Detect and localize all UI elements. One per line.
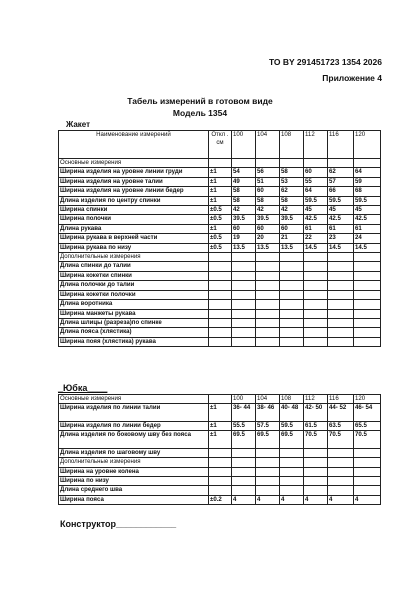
value-cell xyxy=(328,253,354,262)
value-cell xyxy=(280,253,304,262)
table-row xyxy=(59,300,381,309)
value-cell: 36- 44 xyxy=(232,404,256,422)
value-cell xyxy=(280,262,304,271)
value-cell: 62 xyxy=(328,168,354,177)
tolerance-cell xyxy=(209,467,232,476)
tolerance-cell: ±0.5 xyxy=(209,234,232,243)
tolerance-cell xyxy=(209,477,232,486)
value-cell: 70.5 xyxy=(354,431,381,449)
value-cell: 51 xyxy=(256,177,280,186)
document-title: Табель измерений в готовом виде xyxy=(127,96,273,106)
value-cell: 55 xyxy=(304,177,328,186)
value-cell xyxy=(256,448,280,457)
tolerance-cell xyxy=(209,262,232,271)
value-cell xyxy=(280,337,304,346)
value-cell: 42- 50 xyxy=(304,404,328,422)
constructor-signature-line: Конструктор____________ xyxy=(60,519,177,529)
header-size-cell: 120 xyxy=(354,131,381,159)
value-cell: 21 xyxy=(280,234,304,243)
measurement-name-cell: Ширина манжеты рукава xyxy=(59,309,209,318)
value-cell: 100 xyxy=(232,395,256,404)
value-cell: 65.5 xyxy=(354,421,381,430)
value-cell: 59.5 xyxy=(354,196,381,205)
value-cell xyxy=(256,477,280,486)
measurement-name-cell: Ширина кокетки спинки xyxy=(59,271,209,280)
table-row xyxy=(59,215,381,224)
value-cell xyxy=(304,309,328,318)
table-row xyxy=(59,187,381,196)
value-cell xyxy=(232,271,256,280)
value-cell xyxy=(354,448,381,457)
value-cell xyxy=(354,271,381,280)
value-cell: 61 xyxy=(354,224,381,233)
table-row xyxy=(59,431,381,449)
measurement-name-cell: Основные измерения xyxy=(59,159,209,168)
value-cell: 60 xyxy=(232,224,256,233)
table-row xyxy=(59,421,381,430)
value-cell xyxy=(304,486,328,495)
header-size-cell: 116 xyxy=(328,131,354,159)
value-cell: 45 xyxy=(304,206,328,215)
jacket-measurements-table xyxy=(58,130,381,347)
value-cell xyxy=(354,290,381,299)
value-cell xyxy=(232,458,256,467)
value-cell: 14.5 xyxy=(328,243,354,252)
tolerance-cell xyxy=(209,337,232,346)
value-cell xyxy=(354,159,381,168)
table-row xyxy=(59,271,381,280)
measurement-name-cell: Длина изделия по боковому шву без пояса xyxy=(59,431,209,449)
value-cell: 63.5 xyxy=(328,421,354,430)
value-cell: 59 xyxy=(354,177,381,186)
value-cell: 116 xyxy=(328,395,354,404)
value-cell: 70.5 xyxy=(304,431,328,449)
table-row xyxy=(59,458,381,467)
value-cell: 45 xyxy=(354,206,381,215)
measurement-name-cell: Длина рукава xyxy=(59,224,209,233)
value-cell: 68 xyxy=(354,187,381,196)
table-header-row xyxy=(59,131,381,159)
jacket-section-label: Жакет xyxy=(66,120,91,129)
value-cell xyxy=(328,300,354,309)
value-cell xyxy=(280,467,304,476)
measurement-name-cell: Длина изделия по центру спинки xyxy=(59,196,209,205)
tolerance-cell: ±0.5 xyxy=(209,206,232,215)
header-tolerance-cell: Откл . см xyxy=(209,131,232,159)
value-cell: 42.5 xyxy=(304,215,328,224)
table-row xyxy=(59,177,381,186)
value-cell xyxy=(354,309,381,318)
measurement-name-cell: Основные измерения xyxy=(59,395,209,404)
value-cell xyxy=(304,253,328,262)
value-cell: 59.5 xyxy=(328,196,354,205)
value-cell xyxy=(304,448,328,457)
value-cell: 4 xyxy=(304,495,328,504)
value-cell xyxy=(232,337,256,346)
value-cell: 69.5 xyxy=(280,431,304,449)
value-cell xyxy=(232,477,256,486)
value-cell xyxy=(328,262,354,271)
value-cell xyxy=(354,486,381,495)
value-cell xyxy=(304,318,328,327)
value-cell: 69.5 xyxy=(232,431,256,449)
tolerance-cell xyxy=(209,309,232,318)
skirt-section-label: _Юбка____ xyxy=(58,383,108,393)
tolerance-cell: ±0.2 xyxy=(209,495,232,504)
table-row xyxy=(59,309,381,318)
tolerance-cell: ±0.5 xyxy=(209,243,232,252)
value-cell: 13.5 xyxy=(232,243,256,252)
value-cell xyxy=(304,300,328,309)
value-cell xyxy=(280,300,304,309)
value-cell: 4 xyxy=(232,495,256,504)
measurement-name-cell: Ширина изделия на уровне линии бедер xyxy=(59,187,209,196)
value-cell: 69.5 xyxy=(256,431,280,449)
value-cell: 49 xyxy=(232,177,256,186)
value-cell xyxy=(256,337,280,346)
measurement-name-cell: Ширина пояса xyxy=(59,495,209,504)
value-cell: 54 xyxy=(232,168,256,177)
tolerance-cell: ±1 xyxy=(209,421,232,430)
value-cell xyxy=(256,290,280,299)
tolerance-cell: ±0.5 xyxy=(209,215,232,224)
value-cell xyxy=(232,290,256,299)
value-cell: 14.5 xyxy=(354,243,381,252)
value-cell xyxy=(328,467,354,476)
table-row xyxy=(59,262,381,271)
measurement-name-cell: Ширина пояя (хлястика) рукава xyxy=(59,337,209,346)
value-cell xyxy=(232,159,256,168)
value-cell xyxy=(280,458,304,467)
value-cell xyxy=(328,477,354,486)
value-cell xyxy=(328,337,354,346)
tolerance-cell xyxy=(209,395,232,404)
tolerance-cell: ±1 xyxy=(209,404,232,422)
tolerance-cell: ±1 xyxy=(209,168,232,177)
value-cell xyxy=(280,318,304,327)
table-row xyxy=(59,395,381,404)
value-cell xyxy=(354,337,381,346)
value-cell xyxy=(354,458,381,467)
tolerance-cell: ±1 xyxy=(209,177,232,186)
value-cell xyxy=(256,262,280,271)
value-cell: 58 xyxy=(256,196,280,205)
header-size-cell: 100 xyxy=(232,131,256,159)
value-cell: 64 xyxy=(354,168,381,177)
tolerance-cell xyxy=(209,458,232,467)
tolerance-cell xyxy=(209,300,232,309)
measurement-name-cell: Ширина по низу xyxy=(59,477,209,486)
tolerance-cell xyxy=(209,318,232,327)
tu-number: ТО BY 291451723 1354 2026 xyxy=(268,57,382,67)
value-cell: 55.5 xyxy=(232,421,256,430)
value-cell: 39.5 xyxy=(256,215,280,224)
measurement-name-cell: Длина изделия по шаговому шву xyxy=(59,448,209,457)
value-cell xyxy=(328,448,354,457)
value-cell: 58 xyxy=(280,196,304,205)
value-cell xyxy=(328,328,354,337)
table-row xyxy=(59,168,381,177)
table-row xyxy=(59,253,381,262)
value-cell xyxy=(304,458,328,467)
tolerance-cell: ±1 xyxy=(209,431,232,449)
table-row xyxy=(59,477,381,486)
tolerance-cell xyxy=(209,159,232,168)
measurement-name-cell: Ширина изделия по линии талии xyxy=(59,404,209,422)
header-size-cell: 104 xyxy=(256,131,280,159)
value-cell xyxy=(328,281,354,290)
value-cell: 42 xyxy=(232,206,256,215)
value-cell: 60 xyxy=(304,168,328,177)
tolerance-cell xyxy=(209,290,232,299)
value-cell xyxy=(232,328,256,337)
tolerance-cell xyxy=(209,328,232,337)
tolerance-cell xyxy=(209,281,232,290)
value-cell xyxy=(328,458,354,467)
value-cell xyxy=(232,281,256,290)
measurement-name-cell: Длина шлицы (разреза)по спинке xyxy=(59,318,209,327)
value-cell xyxy=(232,300,256,309)
value-cell xyxy=(256,281,280,290)
value-cell xyxy=(280,159,304,168)
header-size-cell: 112 xyxy=(304,131,328,159)
value-cell: 39.5 xyxy=(232,215,256,224)
value-cell: 4 xyxy=(256,495,280,504)
value-cell: 42.5 xyxy=(328,215,354,224)
value-cell xyxy=(232,253,256,262)
value-cell: 108 xyxy=(280,395,304,404)
value-cell: 64 xyxy=(304,187,328,196)
value-cell xyxy=(354,328,381,337)
value-cell xyxy=(304,337,328,346)
value-cell: 42.5 xyxy=(354,215,381,224)
value-cell xyxy=(304,328,328,337)
tolerance-cell xyxy=(209,448,232,457)
table-row xyxy=(59,318,381,327)
value-cell xyxy=(280,309,304,318)
table-row xyxy=(59,159,381,168)
value-cell: 4 xyxy=(354,495,381,504)
value-cell: 4 xyxy=(280,495,304,504)
value-cell: 22 xyxy=(304,234,328,243)
measurement-name-cell: Ширина изделия на уровне линии груди xyxy=(59,168,209,177)
table-row xyxy=(59,281,381,290)
value-cell xyxy=(280,477,304,486)
value-cell xyxy=(354,477,381,486)
value-cell xyxy=(280,290,304,299)
value-cell: 53 xyxy=(280,177,304,186)
value-cell xyxy=(354,300,381,309)
value-cell xyxy=(232,467,256,476)
value-cell: 42 xyxy=(280,206,304,215)
header-size-cell: 108 xyxy=(280,131,304,159)
value-cell: 4 xyxy=(328,495,354,504)
measurement-name-cell: Длина полочки до талии xyxy=(59,281,209,290)
measurement-name-cell: Ширина спинки xyxy=(59,206,209,215)
value-cell: 57 xyxy=(328,177,354,186)
value-cell xyxy=(280,281,304,290)
value-cell: 13.5 xyxy=(280,243,304,252)
measurement-name-cell: Длина воротника xyxy=(59,300,209,309)
table-row xyxy=(59,486,381,495)
value-cell xyxy=(256,328,280,337)
value-cell xyxy=(304,159,328,168)
value-cell: 60 xyxy=(256,224,280,233)
table-row xyxy=(59,467,381,476)
value-cell: 70.5 xyxy=(328,431,354,449)
value-cell xyxy=(328,318,354,327)
value-cell xyxy=(304,271,328,280)
tolerance-cell xyxy=(209,486,232,495)
value-cell: 40- 48 xyxy=(280,404,304,422)
value-cell xyxy=(256,271,280,280)
value-cell: 42 xyxy=(256,206,280,215)
measurement-name-cell: Длина среднего шва xyxy=(59,486,209,495)
value-cell: 61 xyxy=(328,224,354,233)
header-name-cell: Наименование измерений xyxy=(59,131,209,159)
value-cell: 58 xyxy=(232,187,256,196)
value-cell: 46- 54 xyxy=(354,404,381,422)
value-cell xyxy=(354,467,381,476)
table-row xyxy=(59,196,381,205)
table-row xyxy=(59,495,381,504)
value-cell xyxy=(256,467,280,476)
value-cell xyxy=(304,281,328,290)
value-cell: 59.5 xyxy=(280,421,304,430)
value-cell: 45 xyxy=(328,206,354,215)
value-cell: 13.5 xyxy=(256,243,280,252)
value-cell: 59.5 xyxy=(304,196,328,205)
value-cell: 60 xyxy=(280,224,304,233)
value-cell: 56 xyxy=(256,168,280,177)
value-cell: 20 xyxy=(256,234,280,243)
measurement-name-cell: Длина пояса (хлястика) xyxy=(59,328,209,337)
value-cell xyxy=(232,486,256,495)
table-row xyxy=(59,328,381,337)
measurement-name-cell: Ширина полочки xyxy=(59,215,209,224)
value-cell: 112 xyxy=(304,395,328,404)
table-row xyxy=(59,448,381,457)
value-cell xyxy=(328,290,354,299)
measurement-name-cell: Дополнительные измерения xyxy=(59,253,209,262)
appendix-label: Приложение 4 xyxy=(322,73,382,83)
tolerance-cell xyxy=(209,271,232,280)
value-cell xyxy=(280,271,304,280)
table-row xyxy=(59,404,381,422)
value-cell xyxy=(280,486,304,495)
tolerance-cell: ±1 xyxy=(209,187,232,196)
value-cell xyxy=(256,309,280,318)
value-cell xyxy=(256,458,280,467)
value-cell xyxy=(256,486,280,495)
value-cell: 120 xyxy=(354,395,381,404)
value-cell: 44- 52 xyxy=(328,404,354,422)
value-cell xyxy=(232,262,256,271)
value-cell xyxy=(328,486,354,495)
table-row xyxy=(59,290,381,299)
value-cell xyxy=(328,271,354,280)
value-cell xyxy=(354,253,381,262)
value-cell: 61.5 xyxy=(304,421,328,430)
value-cell xyxy=(280,328,304,337)
skirt-measurements-table xyxy=(58,394,381,505)
value-cell xyxy=(232,318,256,327)
value-cell xyxy=(280,448,304,457)
value-cell: 39.5 xyxy=(280,215,304,224)
value-cell xyxy=(328,159,354,168)
model-title: Модель 1354 xyxy=(172,108,228,118)
tolerance-cell: ±1 xyxy=(209,224,232,233)
measurement-name-cell: Длина спинки до талии xyxy=(59,262,209,271)
value-cell xyxy=(256,253,280,262)
value-cell xyxy=(232,448,256,457)
value-cell: 38- 46 xyxy=(256,404,280,422)
value-cell: 61 xyxy=(304,224,328,233)
tolerance-cell: ±1 xyxy=(209,196,232,205)
value-cell xyxy=(304,290,328,299)
measurement-name-cell: Ширина на уровне колена xyxy=(59,467,209,476)
value-cell: 19 xyxy=(232,234,256,243)
measurement-name-cell: Ширина рукава в верхней части xyxy=(59,234,209,243)
measurement-name-cell: Ширина кокетки полочки xyxy=(59,290,209,299)
value-cell xyxy=(304,467,328,476)
value-cell: 60 xyxy=(256,187,280,196)
value-cell: 62 xyxy=(280,187,304,196)
measurement-name-cell: Дополнительные измерения xyxy=(59,458,209,467)
value-cell: 57.5 xyxy=(256,421,280,430)
value-cell: 104 xyxy=(256,395,280,404)
value-cell: 66 xyxy=(328,187,354,196)
value-cell xyxy=(354,318,381,327)
measurement-name-cell: Ширина рукава по низу xyxy=(59,243,209,252)
tolerance-cell xyxy=(209,253,232,262)
value-cell xyxy=(304,262,328,271)
value-cell: 58 xyxy=(232,196,256,205)
table-row xyxy=(59,234,381,243)
value-cell xyxy=(354,281,381,290)
value-cell xyxy=(232,309,256,318)
value-cell xyxy=(328,309,354,318)
table-row xyxy=(59,337,381,346)
measurement-name-cell: Ширина изделия по линии бедер xyxy=(59,421,209,430)
value-cell xyxy=(256,159,280,168)
value-cell xyxy=(354,262,381,271)
value-cell: 23 xyxy=(328,234,354,243)
value-cell: 14.5 xyxy=(304,243,328,252)
value-cell xyxy=(256,318,280,327)
value-cell: 24 xyxy=(354,234,381,243)
value-cell xyxy=(304,477,328,486)
measurement-name-cell: Ширина изделия на уровне талии xyxy=(59,177,209,186)
value-cell xyxy=(256,300,280,309)
value-cell: 58 xyxy=(280,168,304,177)
table-row xyxy=(59,224,381,233)
table-row xyxy=(59,243,381,252)
table-row xyxy=(59,206,381,215)
